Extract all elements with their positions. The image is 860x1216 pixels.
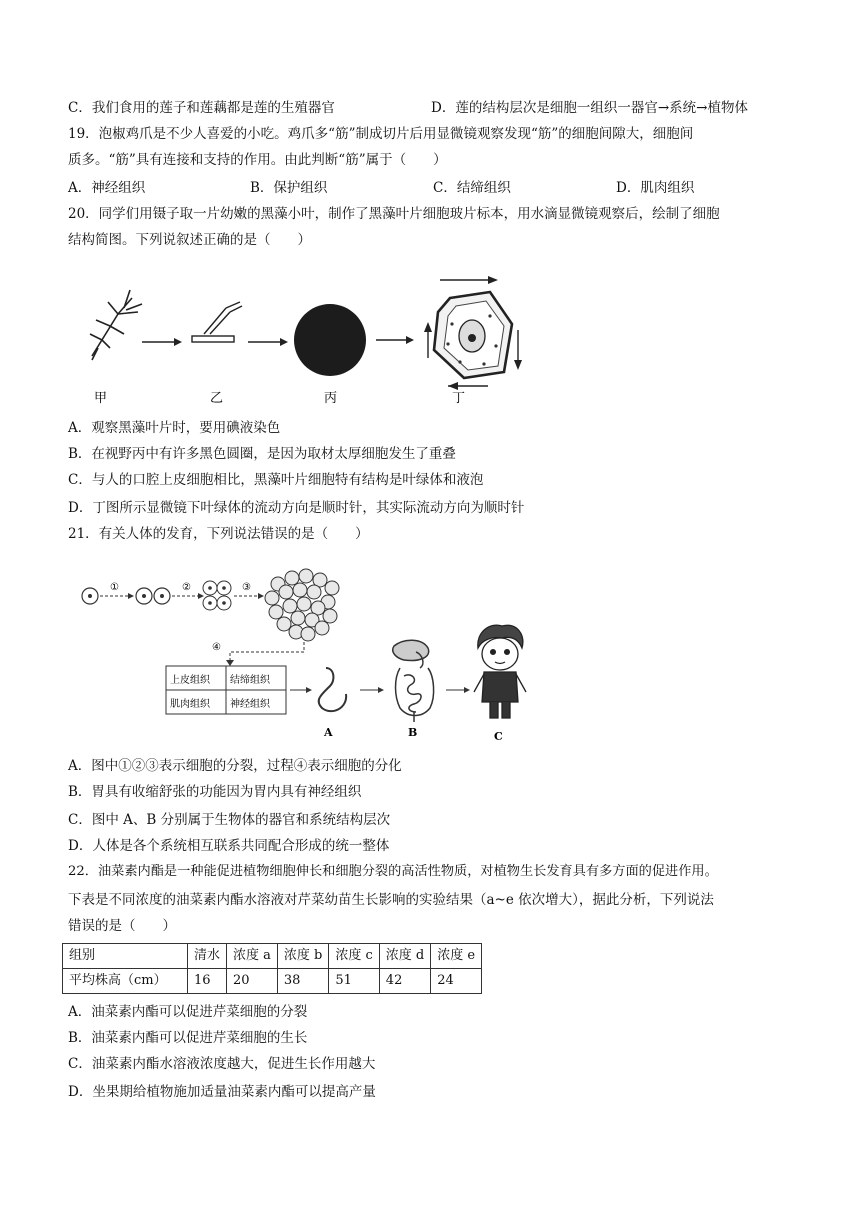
q20-stem-line1: 20．同学们用镊子取一片幼嫩的黑藻小叶，制作了黑藻叶片细胞玻片标本，用水滴显微镜观察后，绘制了细胞 [68,206,720,222]
q22-data-table [62,943,482,994]
label-a: A [324,726,333,739]
table-row [63,969,482,994]
table-cell: 38 [277,969,328,994]
q22-stem-line2: 下表是不同浓度的油菜素内酯水溶液对芹菜幼苗生长影响的实验结果（a~e 依次增大），据此分析，下列说法 [68,892,714,908]
step-3-label: ③ [242,582,251,593]
q19-option-a[interactable]: A．神经组织 [68,180,146,196]
q20-stem-line2: 结构简图。下列说叙述正确的是（ ） [68,232,311,248]
q19-stem-line1: 19．泡椒鸡爪是不少人喜爱的小吃。鸡爪多“筋”制成切片后用显微镜观察发现“筋”的细胞间隙大，细胞间 [68,126,694,142]
step-1-label: ① [110,582,119,593]
tissue-epithelial: 上皮组织 [170,675,210,686]
step-4-label: ④ [212,642,221,653]
q22-option-b[interactable]: B．油菜素内酯可以促进芹菜细胞的生长 [68,1030,308,1046]
q22-stem-line3: 错误的是（ ） [68,918,176,934]
table-cell: 51 [329,969,379,994]
plant-sprig-illustration [90,290,142,360]
q20-option-b[interactable]: B．在视野丙中有许多黑色圆圈，是因为取材太厚细胞发生了重叠 [68,446,456,462]
table-cell: 42 [379,969,430,994]
q22-option-d[interactable]: D．坐果期给植物施加适量油菜素内酯可以提高产量 [68,1084,376,1100]
table-cell: 20 [227,969,278,994]
label-c: C [494,730,503,743]
q18-option-d[interactable]: D．莲的结构层次是细胞一组织一器官→系统→植物体 [431,100,748,116]
q21-figure [78,556,538,746]
q21-option-c[interactable]: C．图中 A、B 分别属于生物体的器官和系统结构层次 [68,812,391,828]
two-cell-stage [136,588,170,604]
tissue-nerve: 神经组织 [230,699,270,710]
tissue-connective: 结缔组织 [230,675,270,686]
table-header-cell: 浓度 a [227,944,278,969]
table-cell: 16 [188,969,227,994]
q19-stem-line2: 质多。“筋”具有连接和支持的作用。由此判断“筋”属于（ ） [68,152,447,168]
cell-structure-diagram [434,292,512,378]
q22-stem-line1: 22．油菜素内酯是一种能促进植物细胞伸长和细胞分裂的高活性物质，对植物生长发育具有多方面的促进作用。 [68,864,718,879]
fig-label-jia: 甲 [94,391,108,406]
cell-cluster [265,569,339,641]
boy-illustration [474,625,526,718]
table-cell: 24 [431,969,482,994]
table-header-cell: 浓度 b [277,944,328,969]
tissue-muscle: 肌肉组织 [170,699,210,710]
fig-label-bing: 丙 [324,391,338,406]
q21-option-a[interactable]: A．图中①②③表示细胞的分裂，过程④表示细胞的分化 [68,758,402,774]
fertilized-egg-cell [82,588,98,604]
q21-option-d[interactable]: D．人体是各个系统相互联系共同配合形成的统一整体 [68,838,390,854]
q21-option-b[interactable]: B．胃具有收缩舒张的功能因为胃内具有神经组织 [68,784,362,800]
q22-option-c[interactable]: C．油菜素内酯水溶液浓度越大，促进生长作用越大 [68,1056,376,1072]
table-header-cell: 清水 [188,944,227,969]
table-header-cell: 组别 [63,944,188,969]
q22-option-a[interactable]: A．油菜素内酯可以促进芹菜细胞的分裂 [68,1004,308,1020]
digestive-system-illustration [393,640,434,722]
fig-label-yi: 乙 [210,391,224,406]
step-2-label: ② [182,582,191,593]
table-cell: 平均株高（cm） [63,969,188,994]
stomach-illustration [319,668,346,711]
table-header-row [63,944,482,969]
q19-option-b[interactable]: B．保护组织 [250,180,328,196]
table-header-cell: 浓度 e [431,944,482,969]
q20-option-c[interactable]: C．与人的口腔上皮细胞相比，黑藻叶片细胞特有结构是叶绿体和液泡 [68,472,484,488]
table-header-cell: 浓度 c [329,944,379,969]
q20-option-d[interactable]: D．丁图所示显微镜下叶绿体的流动方向是顺时针，其实际流动方向为顺时针 [68,500,525,516]
label-b: B [408,726,418,739]
tweezers-slide-illustration [192,302,242,342]
q20-figure [80,268,530,408]
tissue-grid [166,666,286,714]
q19-option-c[interactable]: C．结缔组织 [433,180,511,196]
four-cell-stage [203,581,231,610]
q19-option-d[interactable]: D．肌肉组织 [616,180,695,196]
fig-label-ding: 丁 [452,391,466,406]
q21-stem: 21．有关人体的发育，下列说法错误的是（ ） [68,526,369,542]
microscope-view-dark-circle [294,304,366,376]
q20-option-a[interactable]: A．观察黑藻叶片时，要用碘液染色 [68,420,281,436]
table-header-cell: 浓度 d [379,944,430,969]
q18-option-c[interactable]: C．我们食用的莲子和莲藕都是莲的生殖器官 [68,100,335,116]
